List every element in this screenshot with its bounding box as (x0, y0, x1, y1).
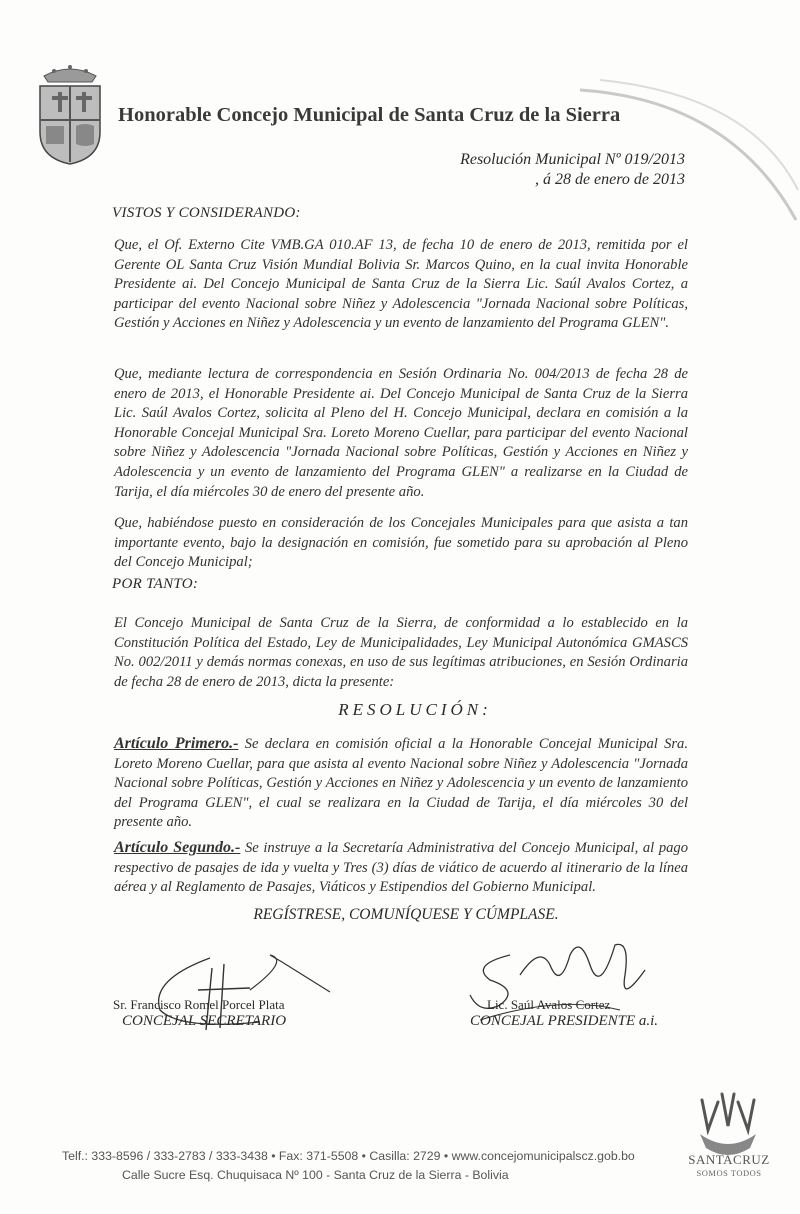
left-signatory-title: CONCEJAL SECRETARIO (122, 1013, 287, 1029)
article-2-title: Artículo Segundo.- (114, 839, 241, 856)
resolution-number: Resolución Municipal Nº 019/2013 (460, 151, 685, 168)
article-2 (114, 838, 688, 898)
footer (62, 1147, 635, 1185)
organization-name: Honorable Concejo Municipal de Santa Cruz de la Sierra (118, 104, 621, 126)
vistos-heading: VISTOS Y CONSIDERANDO: (112, 205, 301, 221)
paragraph-3: Que, habiéndose puesto en consideración de los Concejales Municipales para que asista a tan importante evento, bajo la designación en comisión, fue sometido para su aprobación al Pleno del Concejo Municipal; (114, 515, 688, 571)
paragraph-2: Que, mediante lectura de correspondencia en Sesión Ordinaria No. 004/2013 de fecha 28 de enero de 2013, el Honorable Presidente ai. Del Concejo Municipal de Santa Cruz de la Sierra Lic. Saúl Avalos Cortez, solicita al Pleno del H. Concejo Municipal, declara en comisión a la Honorable Concejal Municipal Sra. Loreto Moreno Cuellar, para participar del evento Nacional sobre Niñez y Adolescencia "Jornada Nacional sobre Políticas, Gestión y Acciones en Niñez y Adolescencia y un evento de lanzamiento del Programa GLEN" a realizarse en la Ciudad de Tarija, el día miércoles 30 de enero del presente año. (114, 366, 688, 500)
footer-address-line: Calle Sucre Esq. Chuquisaca Nº 100 - Santa Cruz de la Sierra - Bolivia (122, 1168, 509, 1182)
resolution-date: , á 28 de enero de 2013 (534, 171, 685, 188)
footer-contact-line: Telf.: 333-8596 / 333-2783 / 333-3438 • Fax: 371-5508 • Casilla: 2729 • www.concejomunicipalscz.gob.bo (62, 1149, 635, 1163)
resolution-header (460, 150, 685, 190)
coat-of-arms-icon (34, 62, 106, 166)
logo-tagline: SOMOS TODOS (696, 1168, 762, 1178)
right-signatory-name: Lic. Saúl Avalos Cortez (487, 997, 611, 1012)
article-2-text: Se instruye a la Secretaría Administrativa del Concejo Municipal, al pago respectivo de pasajes de ida y vuelta y Tres (3) días de viático de acuerdo al itinerario de la línea aérea y al Reglamento de Pasajes, Viáticos y Estipendios del Gobierno Municipal. (114, 840, 689, 896)
right-signatory-title: CONCEJAL PRESIDENTE a.i. (470, 1013, 659, 1029)
article-1-text: Se declara en comisión oficial a la Honorable Concejal Municipal Sra. Loreto Moreno Cuellar, para que asista al evento Nacional sobre Niñez y Adolescencia "Jornada Nacional sobre Políticas, Gestión y Acciones en Niñez y Adolescencia y un evento de lanzamiento del Programa GLEN", el cual se realizara en la Ciudad de Tarija, el día miércoles 30 del presente año. (114, 736, 688, 831)
por-tanto-heading: POR TANTO: (112, 576, 199, 592)
paragraph-4: El Concejo Municipal de Santa Cruz de la Sierra, de conformidad a lo establecido en la Constitución Política del Estado, Ley de Municipalidades, Ley Municipal Autonómica GMASCS No. 002/2011 y demás normas conexas, en uso de sus legítimas atribuciones, en Sesión Ordinaria de fecha 28 de enero de 2013, dicta la presente: (114, 615, 688, 690)
resolucion-heading: RESOLUCIÓN: (338, 700, 492, 719)
closing-statement: REGÍSTRESE, COMUNÍQUESE Y CÚMPLASE. (253, 906, 559, 923)
logo-name: SANTACRUZ (688, 1152, 770, 1167)
left-signatory-name: Sr. Francisco Romel Porcel Plata (113, 997, 285, 1012)
paragraph-1: Que, el Of. Externo Cite VMB.GA 010.AF 13, de fecha 10 de enero de 2013, remitida por el Gerente OL Santa Cruz Visión Mundial Bolivia Sr. Marcos Quino, en la cual invita Honorable Presidente ai. Del Concejo Municipal de Santa Cruz de la Sierra Lic. Saúl Avalos Cortez, a participar del evento Nacional sobre Niñez y Adolescencia "Jornada Nacional sobre Políticas, Gestión y Acciones en Niñez y Adolescencia y un evento de lanzamiento del Programa GLEN". (114, 237, 688, 332)
article-1 (114, 734, 688, 833)
article-1-title: Artículo Primero.- (114, 735, 239, 752)
